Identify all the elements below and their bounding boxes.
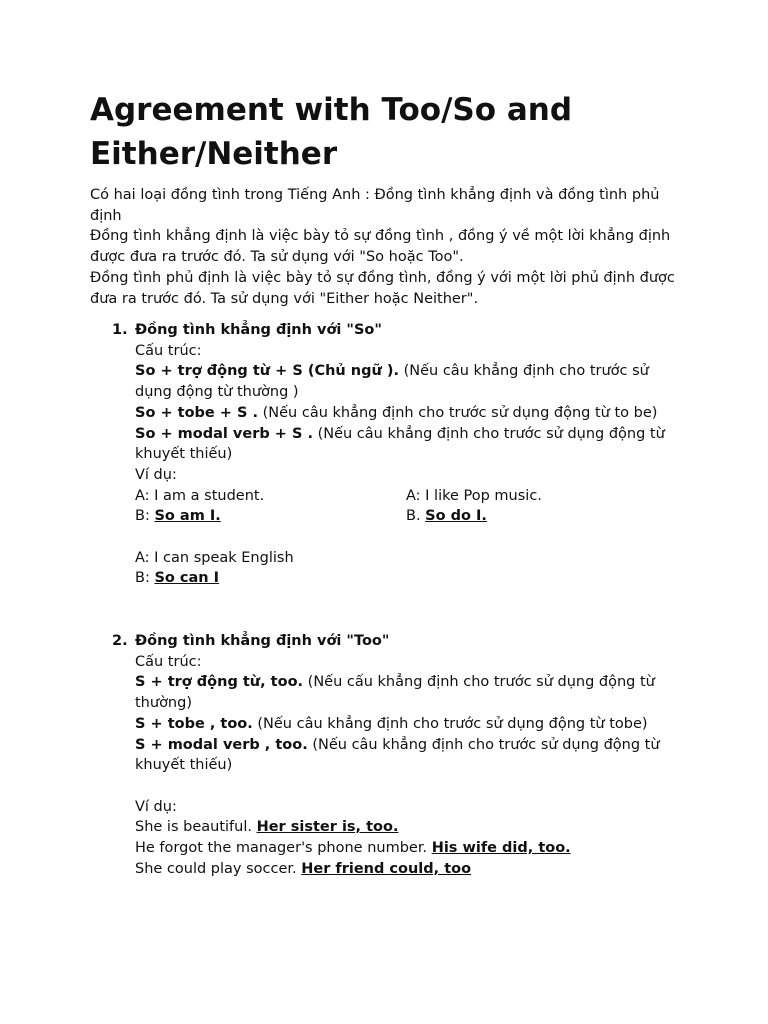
list-number: 2. [112, 633, 128, 649]
intro-line: Có hai loại đồng tình trong Tiếng Anh : Đồng tình khẳng định và đồng tình phủ định [90, 187, 660, 224]
example-answer: So do I. [425, 508, 487, 525]
example-answer: Her sister is, too. [256, 819, 399, 836]
example-label: Ví dụ: [135, 798, 177, 815]
rule-formula: So + trợ động từ + S (Chủ ngữ ). [135, 363, 399, 380]
example-a: A: I like Pop music. [406, 487, 542, 504]
rule-line [135, 361, 680, 402]
intro-line: Đồng tình phủ định là việc bày tỏ sự đồng tình, đồng ý với một lời phủ định được đưa ra trước đó. Ta sử dụng với "Either hoặc Neither". [90, 269, 675, 307]
rule-note: (Nếu câu khẳng định cho trước sử dụng động từ tobe) [252, 715, 648, 732]
example-line [135, 817, 680, 838]
speaker-label: B. [406, 508, 426, 525]
intro-line: Đồng tình khẳng định là việc bày tỏ sự đồng tình , đồng ý về một lời khẳng định được đưa ra trước đó. Ta sử dụng với "So hoặc Too". [90, 228, 671, 266]
example-answer: Her friend could, too [301, 860, 472, 877]
example-text: He forgot the manager's phone number. [135, 840, 432, 857]
structure-label: Cấu trúc: [135, 653, 202, 670]
structure-label: Cấu trúc: [135, 342, 202, 359]
intro-text [90, 185, 690, 309]
rule-note: (Nếu câu khẳng định cho trước sử dụng động từ thường ) [135, 363, 649, 401]
rule-line [135, 403, 680, 424]
example-line [135, 859, 680, 880]
example-line [135, 838, 680, 859]
rule-line [135, 735, 680, 776]
rule-note: (Nếu câu khẳng định cho trước sử dụng động từ khuyết thiếu) [135, 736, 660, 774]
rule-formula: S + modal verb , too. [135, 736, 308, 753]
example-a: A: I can speak English [135, 549, 294, 566]
rule-note: (Nếu câu khẳng định cho trước sử dụng động từ to be) [258, 404, 658, 421]
example-a: A: I am a student. [135, 487, 265, 504]
rule-formula: S + tobe , too. [135, 715, 253, 732]
section-heading: Đồng tình khẳng định với "So" [135, 322, 382, 338]
example-b [406, 506, 542, 527]
rule-line [135, 424, 680, 465]
example-b [135, 568, 680, 589]
example-answer: So can I [154, 570, 220, 587]
example-text: She could play soccer. [135, 860, 302, 877]
section-so [90, 320, 690, 589]
page-title: Agreement with Too/So and Either/Neither [90, 92, 573, 172]
example-left [135, 486, 406, 527]
rule-formula: So + modal verb + S . [135, 425, 313, 442]
rule-formula: So + tobe + S . [135, 404, 259, 421]
section-too [90, 631, 690, 879]
example-label: Ví dụ: [135, 466, 177, 483]
rule-note: (Nếu cấu khẳng định cho trước sử dụng động từ thường) [135, 674, 655, 712]
speaker-label: B: [135, 508, 155, 525]
example-b [135, 506, 406, 527]
example-right [406, 486, 542, 527]
section-heading: Đồng tình khẳng định với "Too" [135, 633, 390, 649]
example-columns [135, 486, 680, 527]
example-answer: So am I. [154, 508, 221, 525]
list-number: 1. [112, 322, 128, 338]
rule-note: (Nếu câu khẳng định cho trước sử dụng động từ khuyết thiếu) [135, 425, 665, 463]
rule-formula: S + trợ động từ, too. [135, 674, 304, 691]
example-answer: His wife did, too. [431, 840, 571, 857]
rule-line [135, 714, 680, 735]
rule-line [135, 672, 680, 713]
speaker-label: B: [135, 570, 155, 587]
example-text: She is beautiful. [135, 819, 257, 836]
